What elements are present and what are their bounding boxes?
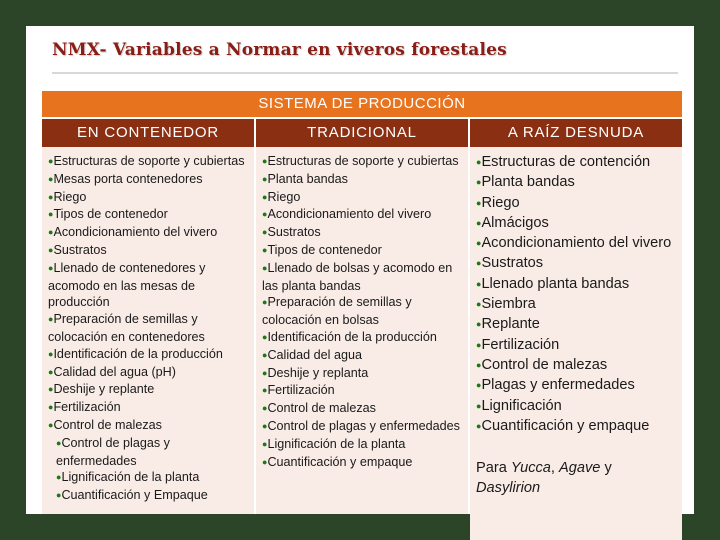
- column-header-contenedor: EN CONTENEDOR: [42, 119, 254, 147]
- list-item-label: Riego: [267, 189, 301, 204]
- list-item: [48, 487, 248, 505]
- list-item-label: Fertilización: [481, 336, 560, 353]
- list-item-label: Control de malezas: [53, 417, 162, 432]
- leaf-bullet-icon: ●: [262, 244, 268, 255]
- footnote-text: y: [600, 460, 612, 477]
- list-item: [262, 171, 462, 189]
- list-item: [262, 365, 462, 383]
- list-item: [476, 254, 676, 274]
- leaf-bullet-icon: ●: [56, 437, 62, 448]
- species-name: Dasylirion: [476, 479, 541, 496]
- page-title: NMX- Variables a Normar en viveros forestales: [52, 40, 507, 60]
- list-item: [48, 206, 248, 224]
- list-item-label: Lignificación de la planta: [61, 470, 200, 485]
- leaf-bullet-icon: ●: [48, 191, 54, 202]
- list-item: [476, 417, 676, 437]
- leaf-bullet-icon: ●: [476, 319, 482, 330]
- list-item-label: Control de plagas y enfermedades: [56, 435, 170, 468]
- leaf-bullet-icon: ●: [476, 238, 482, 249]
- leaf-bullet-icon: ●: [262, 227, 268, 238]
- leaf-bullet-icon: ●: [48, 384, 54, 395]
- leaf-bullet-icon: ●: [476, 217, 482, 228]
- leaf-bullet-icon: ●: [262, 367, 268, 378]
- leaf-bullet-icon: ●: [476, 359, 482, 370]
- leaf-bullet-icon: ●: [262, 191, 268, 202]
- list-item-label: Riego: [53, 189, 87, 204]
- list-item-label: Acondicionamiento del vivero: [53, 225, 218, 240]
- leaf-bullet-icon: ●: [262, 403, 268, 414]
- title-divider: [52, 72, 678, 74]
- column-header-tradicional: TRADICIONAL: [256, 119, 468, 147]
- leaf-bullet-icon: ●: [476, 278, 482, 289]
- leaf-bullet-icon: ●: [56, 472, 62, 483]
- list-item-label: Calidad del agua: [267, 347, 362, 362]
- list-item: [476, 397, 676, 417]
- list-item: [476, 315, 676, 335]
- list-item: [262, 347, 462, 365]
- list-item-label: Estructuras de soporte y cubiertas: [53, 154, 245, 168]
- leaf-bullet-icon: ●: [476, 420, 482, 431]
- leaf-bullet-icon: ●: [48, 314, 54, 325]
- list-item-label: Llenado de bolsas y acomodo en las planta bandas: [262, 260, 453, 293]
- list-item-label: Identificación de la producción: [53, 346, 223, 361]
- list-item-label: Fertilización: [53, 400, 121, 415]
- list-item-label: Sustratos: [53, 242, 107, 257]
- list-item: [262, 153, 462, 171]
- list-item-label: Replante: [481, 316, 540, 333]
- list-item-label: Almácigos: [481, 214, 549, 231]
- list-item-label: Tipos de contenedor: [267, 242, 382, 257]
- leaf-bullet-icon: ●: [48, 262, 54, 273]
- leaf-bullet-icon: ●: [262, 438, 268, 449]
- column-tradicional: [256, 147, 468, 514]
- leaf-bullet-icon: ●: [48, 244, 54, 255]
- list-item-label: Sustratos: [267, 225, 321, 240]
- list-item-label: Deshije y replante: [53, 382, 155, 397]
- list-item: [476, 214, 676, 234]
- leaf-bullet-icon: ●: [476, 157, 482, 167]
- leaf-bullet-icon: ●: [48, 348, 54, 359]
- leaf-bullet-icon: ●: [262, 209, 268, 220]
- list-item-label: Sustratos: [481, 255, 544, 272]
- list-item: [262, 242, 462, 260]
- list-item-label: Cuantificación y empaque: [267, 454, 413, 469]
- list-item-label: Planta bandas: [267, 171, 348, 186]
- list-item: [48, 311, 248, 346]
- leaf-bullet-icon: ●: [476, 197, 482, 208]
- list-item: [476, 275, 676, 295]
- list-item: [48, 346, 248, 364]
- list-item: [262, 329, 462, 347]
- list-item: [48, 381, 248, 399]
- list-item-label: Siembra: [481, 296, 536, 313]
- list-item-label: Acondicionamiento del vivero: [267, 207, 432, 222]
- column-raiz-desnuda: [470, 147, 682, 540]
- system-header: SISTEMA DE PRODUCCIÓN: [42, 91, 682, 117]
- leaf-bullet-icon: ●: [48, 366, 54, 377]
- list-item: [262, 189, 462, 207]
- list-item: [476, 194, 676, 214]
- leaf-bullet-icon: ●: [48, 173, 54, 184]
- list-item: [262, 382, 462, 400]
- leaf-bullet-icon: ●: [56, 490, 62, 501]
- list-item: [48, 469, 248, 487]
- footnote-text: ,: [550, 460, 560, 477]
- list-item-label: Identificación de la producción: [267, 329, 437, 344]
- list-item: [476, 234, 676, 254]
- column-header-raiz-desnuda: A RAÍZ DESNUDA: [470, 119, 682, 147]
- list-item: [262, 260, 462, 295]
- list-item: [476, 153, 676, 173]
- species-name: Agave: [559, 460, 601, 477]
- leaf-bullet-icon: ●: [476, 299, 482, 310]
- list-item-label: Preparación de semillas y colocación en bolsas: [262, 295, 412, 328]
- list-item: [48, 242, 248, 260]
- leaf-bullet-icon: ●: [262, 173, 268, 184]
- list-item-label: Riego: [481, 194, 520, 211]
- list-item: [476, 173, 676, 193]
- list-item-label: Cuantificación y empaque: [481, 417, 650, 434]
- species-name: Yucca: [510, 460, 551, 477]
- list-item: [262, 454, 462, 472]
- list-item: [262, 206, 462, 224]
- list-item-label: Estructuras de soporte y cubiertas: [267, 154, 459, 168]
- list-item: [262, 224, 462, 242]
- leaf-bullet-icon: ●: [48, 227, 54, 238]
- list-item: [48, 399, 248, 417]
- leaf-bullet-icon: ●: [476, 339, 482, 350]
- list-item: [48, 189, 248, 207]
- list-item: [48, 224, 248, 242]
- leaf-bullet-icon: ●: [48, 209, 54, 220]
- list-item-label: Acondicionamiento del vivero: [481, 235, 672, 252]
- list-item-label: Llenado de contenedores y acomodo en las mesas de producción: [48, 260, 206, 310]
- species-footnote: [476, 459, 676, 498]
- column-contenedor: [42, 147, 254, 514]
- list-item-label: Control de malezas: [481, 356, 608, 373]
- list-item: [48, 153, 248, 171]
- list-item: [476, 376, 676, 396]
- leaf-bullet-icon: ●: [262, 349, 268, 360]
- list-item-label: Deshije y replanta: [267, 365, 369, 380]
- list-item-label: Tipos de contenedor: [53, 207, 168, 222]
- list-item-label: Plagas y enfermedades: [481, 377, 635, 394]
- list-item-label: Control de plagas y enfermedades: [267, 418, 460, 433]
- list-item-label: Calidad del agua (pH): [53, 364, 176, 379]
- list-item: [48, 417, 248, 435]
- footnote-text: Para: [476, 460, 511, 477]
- leaf-bullet-icon: ●: [48, 402, 54, 413]
- list-item-label: Llenado planta bandas: [481, 275, 630, 292]
- list-item: [262, 418, 462, 436]
- leaf-bullet-icon: ●: [476, 177, 482, 188]
- leaf-bullet-icon: ●: [262, 385, 268, 396]
- list-item-label: Lignificación: [481, 397, 562, 414]
- leaf-bullet-icon: ●: [48, 419, 54, 430]
- list-item-label: Estructuras de contención: [481, 154, 651, 170]
- leaf-bullet-icon: ●: [262, 456, 268, 467]
- list-item: [48, 171, 248, 189]
- list-item-label: Cuantificación y Empaque: [61, 488, 208, 503]
- list-item: [476, 336, 676, 356]
- list-item-label: Preparación de semillas y colocación en contenedores: [48, 312, 205, 344]
- list-item-label: Lignificación de la planta: [267, 436, 406, 451]
- list-item: [476, 295, 676, 315]
- leaf-bullet-icon: ●: [476, 380, 482, 391]
- leaf-bullet-icon: ●: [476, 258, 482, 269]
- list-item: [48, 364, 248, 382]
- leaf-bullet-icon: ●: [262, 262, 268, 273]
- list-item-label: Control de malezas: [267, 401, 376, 416]
- list-item: [476, 356, 676, 376]
- list-item-label: Fertilización: [267, 383, 335, 398]
- list-item: [48, 435, 248, 470]
- leaf-bullet-icon: ●: [262, 420, 268, 431]
- leaf-bullet-icon: ●: [48, 156, 54, 166]
- list-item-label: Mesas porta contenedores: [53, 171, 203, 186]
- list-item: [262, 400, 462, 418]
- list-item: [48, 260, 248, 311]
- leaf-bullet-icon: ●: [262, 331, 268, 342]
- leaf-bullet-icon: ●: [476, 400, 482, 411]
- leaf-bullet-icon: ●: [262, 156, 268, 166]
- list-item: [262, 294, 462, 329]
- list-item: [262, 436, 462, 454]
- list-item-label: Planta bandas: [481, 174, 575, 191]
- leaf-bullet-icon: ●: [262, 297, 268, 308]
